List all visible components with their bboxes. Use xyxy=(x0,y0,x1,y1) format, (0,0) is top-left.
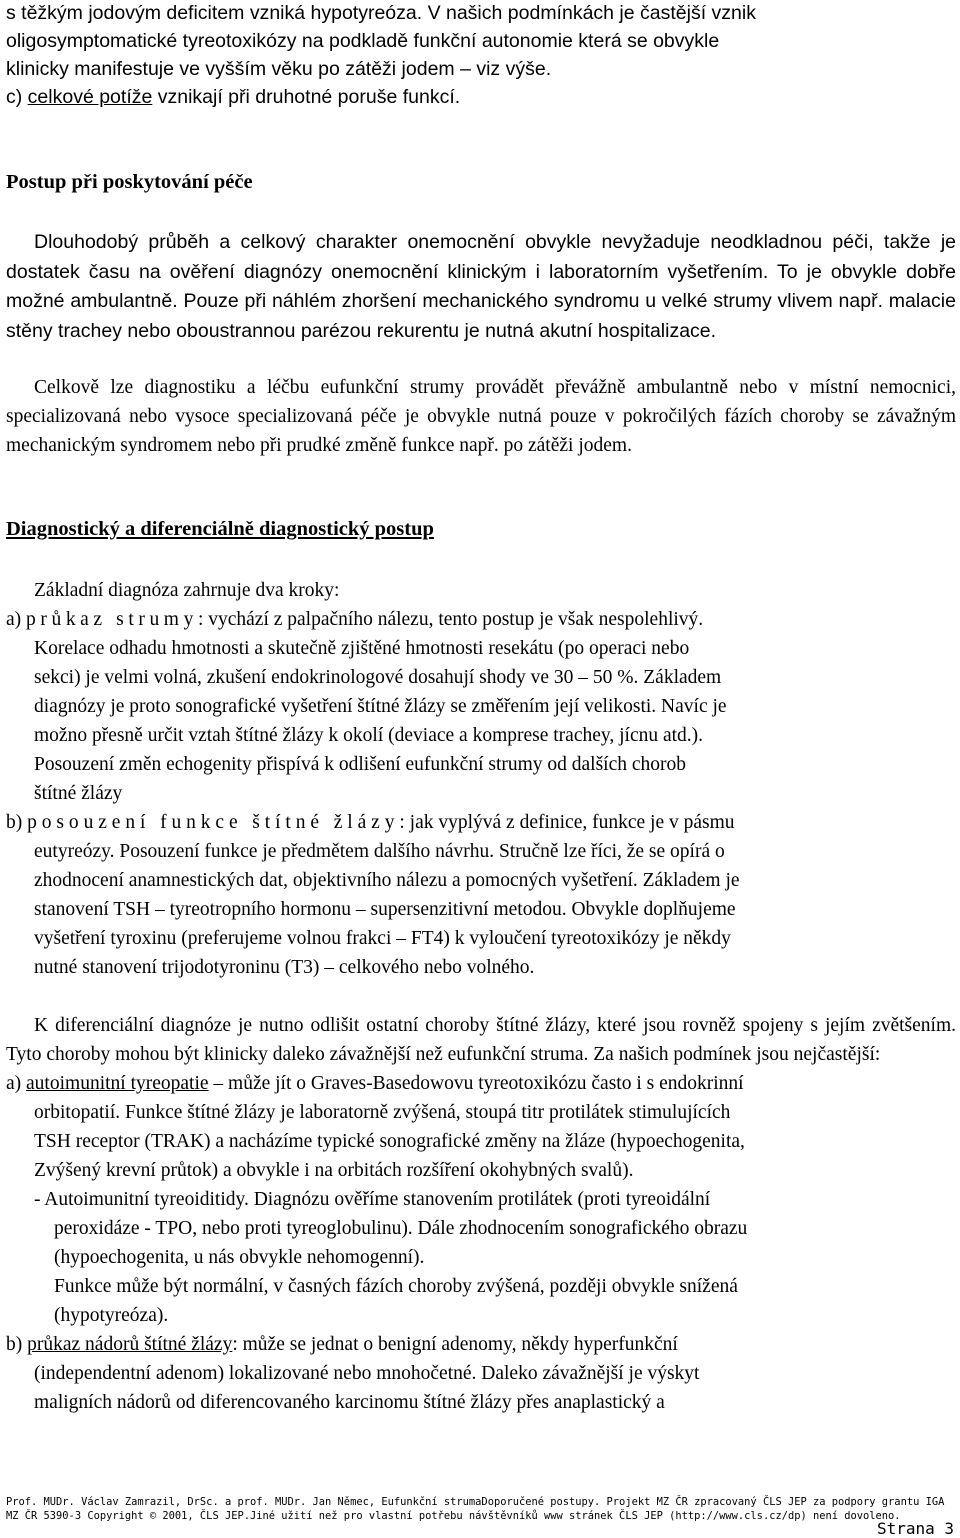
diagnostic-intro: Základní diagnóza zahrnuje dva kroky: xyxy=(34,580,340,601)
spaced-term-b: posouzení funkce štítné žlázy xyxy=(27,812,400,833)
section-heading-care: Postup při poskytování péče xyxy=(6,171,253,193)
intro-line-1: s těžkým jodovým deficitem vzniká hypotyreóza. V našich podmínkách je častější vznik xyxy=(6,2,756,24)
step-b-line-1: b) posouzení funkce štítné žlázy: jak vyplývá z definice, funkce je v pásmu xyxy=(6,812,735,833)
intro-line-4: c) celkové potíže vznikají při druhotné poruše funkcí. xyxy=(6,86,461,108)
section-heading-diagnostic: Diagnostický a diferenciálně diagnostický postup xyxy=(6,518,434,540)
underlined-term: celkové potíže xyxy=(27,86,153,108)
footer-citation xyxy=(6,1495,956,1523)
intro-paragraph xyxy=(6,0,956,111)
spaced-term-a: průkaz strumy xyxy=(26,609,198,630)
care-paragraph-1: Dlouhodobý průběh a celkový charakter onemocnění obvykle nevyžaduje neodkladnou péči, takže je dostatek času na ověření diagnózy onemocnění klinickým i laboratorním vyšetřením. To je obvykle dobře možné ambulantně. Pouze při náhlém zhoršení mechanického syndromu u velké strumy vlivem např. malacie stěny trachey nebo oboustrannou parézou rekurentu je nutná akutní hospitalizace. xyxy=(6,231,956,342)
footer-line-1: Prof. MUDr. Václav Zamrazil, DrSc. a prof. MUDr. Jan Němec, Eufunkční strumaDoporučené postupy. Projekt MZ ČR zpracovaný ČLS JEP za podpory grantu IGA xyxy=(6,1496,945,1508)
dash-item: - Autoimunitní tyreoiditidy. Diagnózu ověříme stanovením protilátek (proti tyreoidální xyxy=(34,1189,711,1210)
page-number: Strana 3 xyxy=(876,1519,954,1538)
underlined-term-a: autoimunitní tyreopatie xyxy=(26,1073,209,1094)
intro-line-3: klinicky manifestuje ve vyšším věku po zátěži jodem – viz výše. xyxy=(6,58,552,80)
step-a-line-1: a) průkaz strumy: vychází z palpačního nálezu, tento postup je však nespolehlivý. xyxy=(6,609,704,630)
differential-intro: K diferenciální diagnóze je nutno odlišit ostatní choroby štítné žlázy, které jsou rovněž spojeny s jejím zvětšením. Tyto choroby mohou být klinicky daleko závažnější než eufunkční struma. Za našich podmínek jsou nejčastější: xyxy=(6,1015,956,1065)
care-paragraph-2: Celkově lze diagnostiku a léčbu eufunkční strumy provádět převážně ambulantně nebo v místní nemocnici, specializovaná nebo vysoce specializovaná péče je obvykle nutná pouze v pokročilých fázích choroby se závažným mechanickým syndromem nebo při prudké změně funkce např. po zátěži jodem. xyxy=(6,377,956,456)
diff-a-line-1: a) autoimunitní tyreopatie – může jít o Graves-Basedowovu tyreotoxikózu často i s endokrinní xyxy=(6,1073,744,1094)
diagnostic-content: Základní diagnóza zahrnuje dva kroky: a) průkaz strumy: vychází z palpačního nálezu, tento postup je však nespolehlivý. Korelace odhadu hmotnosti a skutečně zjištěné hmotnosti resekátu (po operaci nebo sekci) je velmi volná, zkušení endokrinologové dosahují shody ve 30 – 50 %. Základem diagnózy je proto sonografické vyšetření štítné žlázy se změřením její velikosti. Navíc je možno přesně určit vztah štítné žlázy k okolí (deviace a komprese trachey, jícnu atd.). Posouzení změn echogenity přispívá k odlišení eufunkční strumy od dalších chorob štítné žlázy b) posouzení funkce štítné žlázy: jak vyplývá z definice, funkce je v pásmu eutyreózy. Posouzení funkce je předmětem dalšího návrhu. Stručně lze říci, že se opírá o zhodnocení anamnestických dat, objektivního nálezu a pomocných vyšetření. Základem je stanovení TSH – tyreotropního hormonu – supersenzitivní metodou. Obvykle doplňujeme vyšetření tyroxinu (preferujeme volnou frakci – FT4) k vyloučení tyreotoxikózy je někdy nutné stanovení trijodotyroninu (T3) – celkového nebo volného. xyxy=(6,576,956,982)
diff-b-line-1: b) průkaz nádorů štítné žlázy: může se jednat o benigní adenomy, někdy hyperfunkční xyxy=(6,1334,678,1355)
differential-content: K diferenciální diagnóze je nutno odlišit ostatní choroby štítné žlázy, které jsou rovněž spojeny s jejím zvětšením. Tyto choroby mohou být klinicky daleko závažnější než eufunkční struma. Za našich podmínek jsou nejčastější: a) autoimunitní tyreopatie – může jít o Graves-Basedowovu tyreotoxikózu často i s endokrinní orbitopatií. Funkce štítné žlázy je laboratorně zvýšená, stoupá titr protilátek stimulujících TSH receptor (TRAK) a nacházíme typické sonografické změny na žláze (hypoechogenita, Zvýšený krevní průtok) a obvykle i na orbitách rozšíření okohybných svalů). - Autoimunitní tyreoiditidy. Diagnózu ověříme stanovením protilátek (proti tyreoidální peroxidáze - TPO, nebo proti tyreoglobulinu). Dále zhodnocením sonografického obrazu (hypoechogenita, u nás obvykle nehomogenní). Funkce může být normální, v časných fázích choroby zvýšená, později obvykle snížená (hypotyreóza). b) průkaz nádorů štítné žlázy: může se jednat o benigní adenomy, někdy hyperfunkční (independentní adenom) lokalizované nebo mnohočetné. Daleko závažnější je výskyt maligních nádorů od diferencovaného karcinomu štítné žlázy přes anaplastický a xyxy=(6,1011,956,1417)
underlined-term-b: průkaz nádorů štítné žlázy xyxy=(27,1334,233,1355)
intro-line-2: oligosymptomatické tyreotoxikózy na podkladě funkční autonomie která se obvykle xyxy=(6,30,720,52)
footer-line-2: MZ ČR 5390-3 Copyright © 2001, ČLS JEP.Jiné užití než pro vlastní potřebu návštěvníků www stránek ČLS JEP (http://www.cls.cz/dp) není dovoleno. xyxy=(6,1510,901,1522)
